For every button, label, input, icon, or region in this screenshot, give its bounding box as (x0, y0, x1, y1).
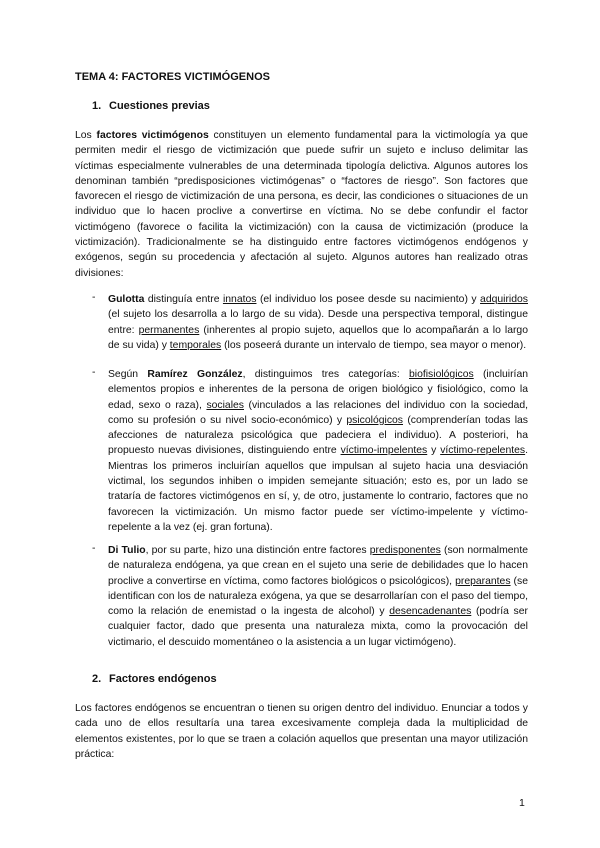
text-run: (incluirían elementos propios e inherentes de la persona de origen biológico y fisiológico, como la edad, sexo o raza), (108, 369, 528, 411)
underlined-term: sociales (206, 399, 244, 411)
underlined-term: permanentes (138, 324, 200, 336)
text-run: (el sujeto los desarrolla a lo largo de su vida). Desde una perspectiva temporal, distingue entre: (108, 309, 528, 336)
underlined-term: desencadenantes (389, 606, 472, 618)
bold-term: factores victimógenos (96, 130, 209, 141)
underlined-term: predisponentes (369, 545, 441, 556)
underlined-term: víctimo-impelentes (340, 445, 428, 457)
section-1-intro-paragraph (75, 128, 528, 281)
section-2-paragraph: Los factores endógenos se encuentran o tienen su origen dentro del individuo. Enunciar a todos y cada uno de ellos resultaría una tarea excesivamente compleja dada la multiplicidad de elementos existentes, por lo que se traen a colación aquellos que presentan una mayor utilización práctica: (75, 703, 528, 760)
text-run: . Mientras los primeros incluirían aquellos que impulsan al sujeto hacia una desviación victimal, los segundos inhiben o impiden semejante situación; esto es, por un lado se trataría de factores victimógenos en sí, y, de otro, justamente lo contrario, factores que no favorecen la victimización. Un mismo factor puede ser víctimo-impelente y víctimo-repelente a la vez (ej. gran fortuna). (108, 445, 528, 533)
underlined-term: adquiridos (480, 294, 528, 305)
text-run: (son normalmente de naturaleza endógena, ya que crean en el sujeto una serie de debilidades que lo hacen proclive a convertirse en víctima, como factores biológicos o psicológicos), (108, 545, 528, 587)
text-run: , por su parte, hizo una distinción entre factores (145, 545, 370, 556)
section-1-heading (92, 100, 210, 112)
text-run: distinguía entre (144, 294, 223, 305)
bullet-marker: - (92, 292, 96, 303)
section-1-number: 1. (92, 100, 102, 112)
document-title: TEMA 4: FACTORES VICTIMÓGENOS (75, 71, 270, 83)
author-name: Di Tulio (108, 545, 146, 556)
text-run: (inherentes al propio sujeto, aquellos que lo acompañarán a lo largo de su vida) y (108, 324, 528, 351)
underlined-term: psicológicos (346, 414, 403, 426)
text-run: Los (75, 130, 97, 141)
bullet-item-ramirez (108, 367, 528, 535)
text-run: (los poseerá durante un intervalo de tiempo, sea mayor o menor). (221, 339, 527, 351)
section-2-title: Factores endógenos (109, 673, 217, 685)
page-number: 1 (519, 797, 525, 809)
section-2-number: 2. (92, 673, 102, 685)
underlined-term: biofisiológicos (409, 369, 474, 380)
text-run: , distinguimos tres categorías: (242, 369, 409, 380)
text-run: (se identifican con los de naturaleza exógena, ya que se desarrollarían con el paso del tiempo, como la relación de enemistad o la ingesta de alcohol) y (108, 575, 528, 618)
text-run: (comprenderían todas las afecciones de naturaleza psicológica que padeciera el individuo). A posteriori, ha propuesto nuevas divisiones, distinguiendo entre (108, 414, 528, 457)
bullet-item-ditulio (108, 543, 528, 650)
text-run: (vinculados a las relaciones del individuo con la sociedad, como su profesión o su nivel socio-económico) y (108, 399, 528, 426)
text-run: (el individuo los posee desde su nacimiento) y (256, 294, 481, 305)
bullet-item-gulotta (108, 292, 528, 353)
author-name: Gulotta (108, 294, 145, 305)
underlined-term: preparantes (455, 575, 511, 587)
bullet-marker: - (92, 367, 96, 378)
underlined-term: víctimo-repelentes (440, 445, 526, 457)
text-run: Según (108, 369, 148, 380)
text-run: y (427, 445, 441, 457)
section-1-title: Cuestiones previas (109, 100, 210, 112)
section-2-heading (92, 673, 217, 685)
underlined-term: innatos (222, 294, 257, 305)
underlined-term: temporales (169, 339, 222, 351)
bullet-marker: - (92, 543, 96, 554)
text-run: constituyen un elemento fundamental para la victimología ya que permiten medir el riesgo de victimización que puede sufrir un sujeto e incluso delimitar las víctimas especialmente vulnerables de una determinada tipología delictiva. Algunos autores los denominan también “predisposiciones victimógenas” o “factores de riesgo”. Son factores que favorecen el riesgo de victimización de una persona, es decir, las condiciones o situaciones de un individuo que lo hacen proclive a convertirse en víctima. No se debe confundir el factor victimógeno (favorece o facilita la victimización) con la causa de victimización (produce la victimización). Tradicionalmente se ha distinguido entre factores victimógenos endógenos y exógenos, según su procedencia y afectación al sujeto. Algunos autores han realizado otras divisiones: (75, 130, 528, 279)
text-run: (podría ser cualquier factor, dado que presenta una naturaleza mixta, como la provocación del victimario, el descuido momentáneo o la asistencia a un lugar victimógeno). (108, 606, 528, 648)
author-name: Ramírez González (147, 369, 243, 380)
